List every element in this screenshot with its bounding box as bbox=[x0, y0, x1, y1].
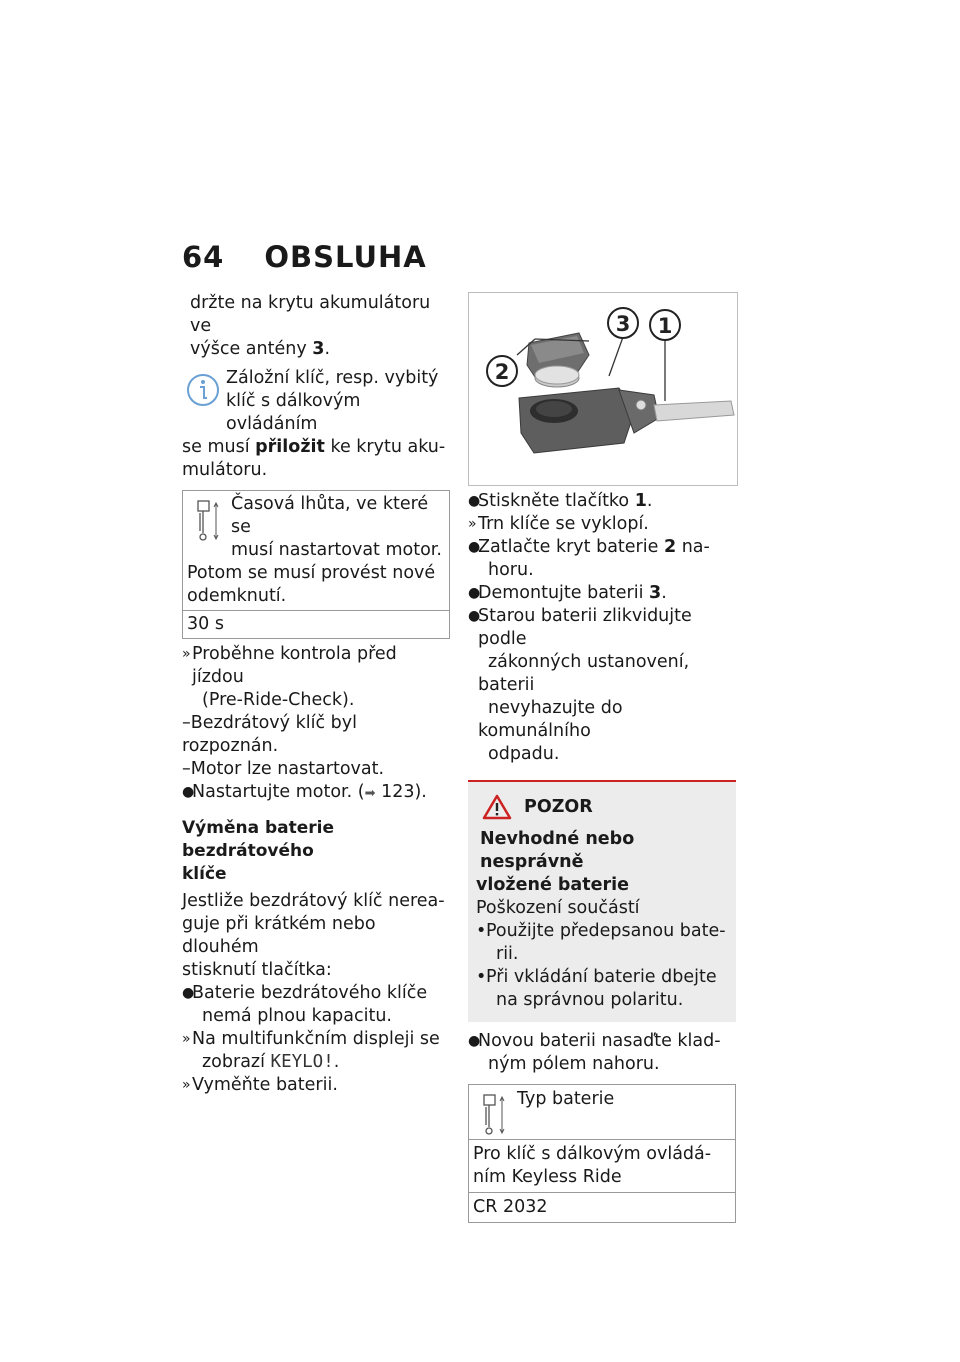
intro-line: držte na krytu akumulátoru ve bbox=[190, 293, 431, 336]
result-item: » Na multifunkčním displeji se zobrazí KEYLO!. bbox=[182, 1029, 440, 1072]
spec-value: CR 2032 bbox=[469, 1192, 735, 1222]
intro-paragraph bbox=[182, 292, 450, 361]
warning-consequence: Poškození součástí bbox=[476, 898, 640, 918]
key-illustration bbox=[469, 293, 737, 485]
condition-item: ● Baterie bezdrátového klíče nemá plnou kapacitu. bbox=[182, 983, 428, 1026]
warning-bullet: • Použijte předepsanou bate- rii. bbox=[476, 921, 726, 964]
display-text: KEYLO! bbox=[270, 1052, 334, 1072]
spec-piston-icon bbox=[481, 1093, 507, 1137]
warning-bullet: • Při vkládání baterie dbejte na správnou polaritu. bbox=[476, 967, 717, 1010]
svg-text:3: 3 bbox=[615, 312, 631, 336]
page-title: OBSLUHA bbox=[264, 240, 427, 274]
right-column bbox=[468, 292, 736, 1223]
step-item: ● Demontujte baterii 3. bbox=[468, 583, 667, 603]
dash-item: –Motor lze nastartovat. bbox=[182, 759, 385, 779]
spec-piston-icon bbox=[195, 499, 221, 543]
info-icon bbox=[186, 373, 220, 407]
spec-description: Pro klíč s dálkovým ovládá- ním Keyless Ride bbox=[469, 1139, 735, 1192]
result-list: » Proběhne kontrola před jízdou (Pre-Ride-Check). –Bezdrátový klíč byl rozpoznán. –Motor lze nastartovat. ● Nastartujte motor. (➡ 123). bbox=[182, 643, 450, 805]
section-paragraph: Jestliže bezdrátový klíč nerea- guje při krátkém nebo dlouhém stisknutí tlačítka: bbox=[182, 891, 445, 980]
spec-value: 30 s bbox=[183, 610, 449, 638]
info-note: Záložní klíč, resp. vybitý klíč s dálkovým ovládáním se musí přiložit ke krytu aku- mulátoru. bbox=[182, 368, 446, 480]
result-item: » Vyměňte baterii. bbox=[182, 1075, 338, 1095]
warning-label: POZOR bbox=[524, 796, 593, 817]
warning-icon bbox=[482, 794, 512, 820]
step-item: ● Novou baterii nasaďte klad- ným pólem nahoru. bbox=[468, 1031, 721, 1074]
left-column bbox=[182, 292, 450, 1097]
page-ref-arrow-icon: ➡ bbox=[364, 786, 376, 801]
ref-number: 3 bbox=[312, 339, 325, 359]
step-item: ● Zatlačte kryt baterie 2 na- horu. bbox=[468, 537, 710, 580]
callout-2 bbox=[487, 356, 517, 386]
section-heading: Výměna baterie bezdrátového klíče bbox=[182, 818, 335, 884]
step-item: ● Starou baterii zlikvidujte podle zákonných ustanovení, baterii nevyhazujte do komunálního odpadu. bbox=[468, 606, 692, 764]
spec-table-time: Časová lhůta, ve které se musí nastartovat motor. Potom se musí provést nové odemknutí. 30 s bbox=[182, 490, 450, 639]
page-number: 64 bbox=[182, 240, 225, 274]
dash-item: –Bezdrátový klíč byl rozpoznán. bbox=[182, 713, 357, 756]
warning-heading: Nevhodné nebo nesprávně vložené baterie bbox=[476, 829, 635, 895]
warning-box bbox=[468, 780, 736, 1022]
callout-3 bbox=[608, 308, 638, 338]
step-item: ● Stiskněte tlačítko 1. bbox=[468, 491, 653, 511]
spec-table-battery bbox=[468, 1084, 736, 1223]
spec-title: Typ baterie bbox=[517, 1089, 615, 1109]
svg-text:1: 1 bbox=[657, 314, 673, 338]
key-figure bbox=[468, 292, 738, 486]
page-header bbox=[182, 240, 427, 274]
svg-text:2: 2 bbox=[494, 360, 510, 384]
intro-line: výšce antény 3. bbox=[190, 339, 331, 359]
callout-1 bbox=[650, 310, 680, 340]
result-item: » Trn klíče se vyklopí. bbox=[468, 514, 649, 534]
